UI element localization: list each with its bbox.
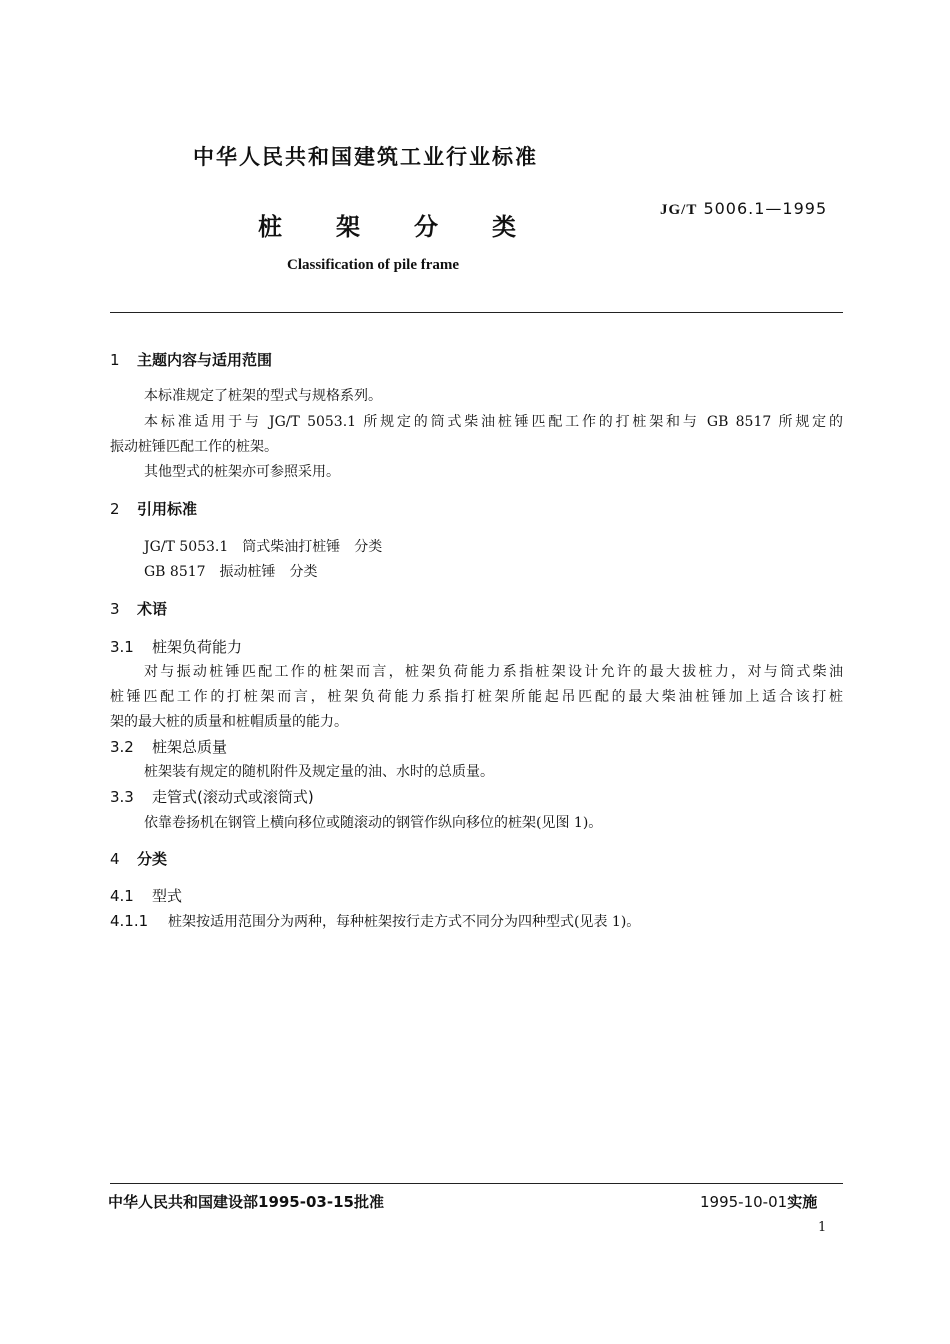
clause-number: 3.3 xyxy=(110,788,134,806)
approval-line: 中华人民共和国建设部1995-03-15批准 xyxy=(108,1193,384,1211)
paragraph-line: 振动桩锤匹配工作的桩架。 xyxy=(110,439,278,455)
title-char: 分 xyxy=(414,213,438,241)
section-title: 引用标准 xyxy=(137,500,198,518)
title-char: 类 xyxy=(492,213,516,241)
section-number: 4 xyxy=(110,850,120,868)
clause-number: 3.1 xyxy=(110,638,134,656)
title-char: 桩 xyxy=(258,213,282,241)
term-3-2-heading xyxy=(110,736,227,757)
section-number: 3 xyxy=(110,600,120,618)
paragraph: 依靠卷扬机在钢管上横向移位或随滚动的钢管作纵向移位的桩架(见图 1)。 xyxy=(144,815,603,831)
paragraph: 其他型式的桩架亦可参照采用。 xyxy=(144,464,340,480)
section-title: 主题内容与适用范围 xyxy=(137,351,273,369)
section-2-heading xyxy=(110,498,197,519)
clause-text: 桩架按适用范围分为两种，每种桩架按行走方式不同分为四种型式(见表 1)。 xyxy=(168,914,641,930)
section-3-heading xyxy=(110,598,167,619)
clause-4-1-1 xyxy=(110,911,640,931)
paragraph-line: 本标准适用于与 JG/T 5053.1 所规定的筒式柴油桩锤匹配工作的打桩架和与 GB 8517 所规定的 xyxy=(144,414,843,430)
implementation-date: 1995-10-01 xyxy=(700,1193,788,1211)
clause-number: 4.1.1 xyxy=(110,912,149,930)
paragraph-line: 桩锤匹配工作的打桩架而言，桩架负荷能力系指打桩架所能起吊匹配的最大柴油桩锤加上适合该打桩 xyxy=(110,689,843,705)
standard-number xyxy=(660,199,827,219)
document-title-english: Classification of pile frame xyxy=(287,257,460,273)
standard-prefix: JG/T xyxy=(660,202,698,218)
clause-number: 4.1 xyxy=(110,887,134,905)
section-number: 2 xyxy=(110,500,120,518)
section-4-heading xyxy=(110,848,167,869)
paragraph: 本标准规定了桩架的型式与规格系列。 xyxy=(144,388,382,404)
paragraph-line: 对与振动桩锤匹配工作的桩架而言，桩架负荷能力系指桩架设计允许的最大拔桩力，对与筒式柴油 xyxy=(144,664,843,680)
paragraph-line: 架的最大桩的质量和桩帽质量的能力。 xyxy=(110,714,348,730)
paragraph: 桩架装有规定的随机附件及规定量的油、水时的总质量。 xyxy=(144,764,494,780)
implementation-line xyxy=(700,1191,817,1212)
title-char: 架 xyxy=(336,213,360,241)
section-title: 分类 xyxy=(137,850,168,868)
header-divider xyxy=(110,312,843,313)
implementation-label: 实施 xyxy=(787,1193,818,1211)
section-1-heading xyxy=(110,349,272,370)
reference-item: GB 8517 振动桩锤 分类 xyxy=(144,564,318,580)
term-3-1-heading xyxy=(110,636,242,657)
clause-4-1-heading xyxy=(110,885,182,906)
clause-title: 型式 xyxy=(152,887,183,905)
page-number: 1 xyxy=(818,1220,827,1235)
standard-code: 5006.1—1995 xyxy=(703,199,828,218)
clause-title: 桩架负荷能力 xyxy=(152,638,243,656)
clause-title: 走管式(滚动式或滚筒式) xyxy=(152,788,314,806)
term-3-3-heading xyxy=(110,786,314,807)
document-title xyxy=(258,207,570,242)
clause-title: 桩架总质量 xyxy=(152,738,228,756)
clause-number: 3.2 xyxy=(110,738,134,756)
footer-divider xyxy=(110,1183,843,1184)
section-title: 术语 xyxy=(137,600,168,618)
reference-item: JG/T 5053.1 筒式柴油打桩锤 分类 xyxy=(144,539,383,555)
issuer-heading: 中华人民共和国建筑工业行业标准 xyxy=(193,145,538,169)
section-number: 1 xyxy=(110,351,120,369)
